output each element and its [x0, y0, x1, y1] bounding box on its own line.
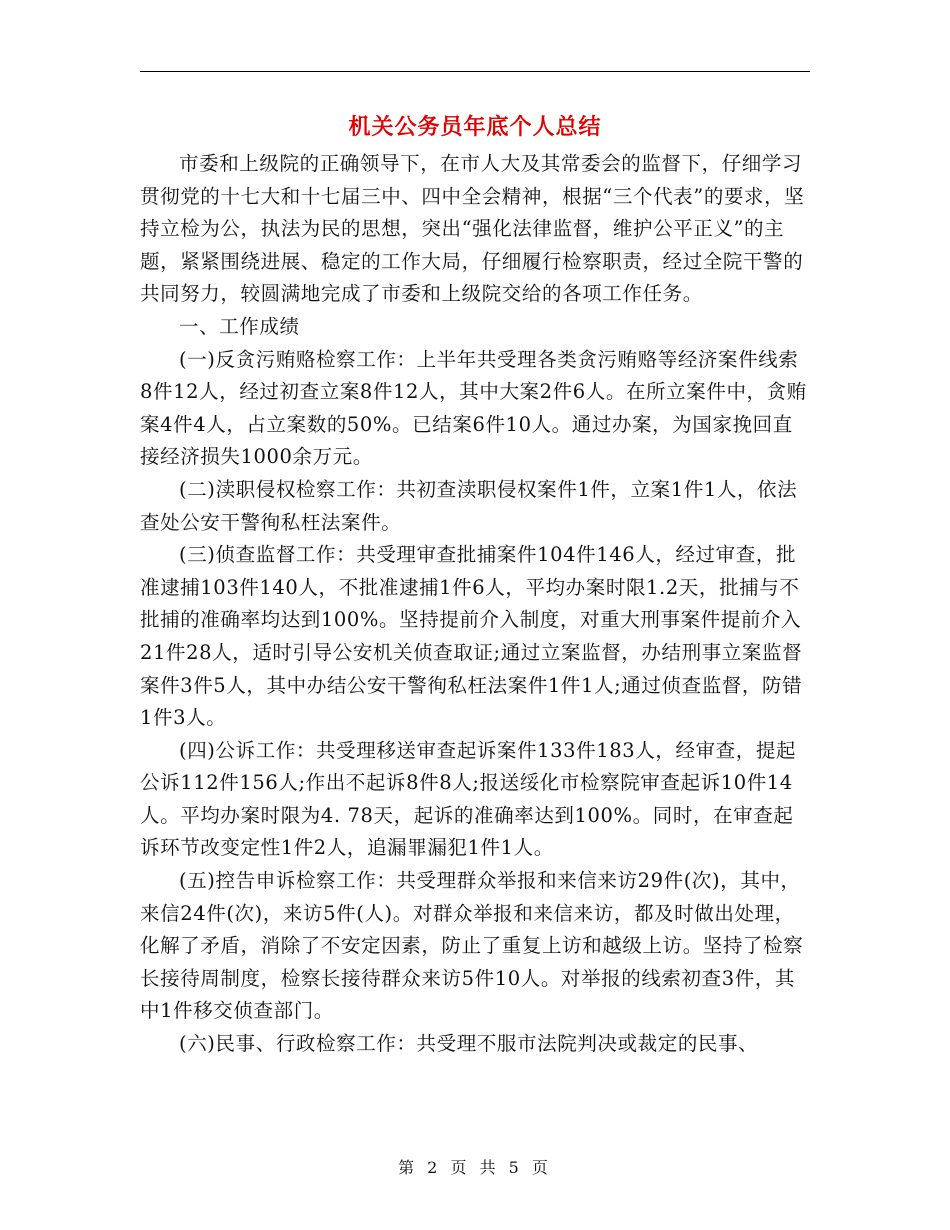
section-heading-achievements: 一、工作成绩: [179, 314, 300, 338]
paragraph-investigation-supervision: (三)侦查监督工作：共受理审查批捕案件104件146人，经过审查，批准逮捕103件140人，不批准逮捕1件6人，平均办案时限1.2天，批捕与不批捕的准确率均达到100%。坚持提前介入制度，对重大刑事案件提前介入21件28人，适时引导公安机关侦查取证;通过立案监督，办结刑事立案监督案件3件5人，其中办结公安干警徇私枉法案件1件1人;通过侦查监督，防错1件3人。: [140, 543, 803, 730]
paragraph-anti-corruption: (一)反贪污贿赂检察工作：上半年共受理各类贪污贿赂等经济案件线索8件12人，经过初查立案8件12人，其中大案2件6人。在所立案件中，贪贿案4件4人，占立案数的50%。已结案6件10人。通过办案，为国家挽回直接经济损失1000余万元。: [140, 347, 807, 469]
paragraph-intro: 市委和上级院的正确领导下，在市人大及其常委会的监督下，仔细学习贯彻党的十七大和十七届三中、四中全会精神，根据“三个代表”的要求，坚持立检为公，执法为民的思想，突出“强化法律监督，维护公平正义”的主题，紧紧围绕进展、稳定的工作大局，仔细履行检察职责，经过全院干警的共同努力，较圆满地完成了市委和上级院交给的各项工作任务。: [140, 152, 805, 306]
paragraph-prosecution: (四)公诉工作：共受理移送审查起诉案件133件183人，经审查，提起公诉112件156人;作出不起诉8件8人;报送绥化市检察院审查起诉10件14人。平均办案时限为4. 78天，起诉的准确率达到100%。同时，在审查起诉环节改变定性1件2人，追漏罪漏犯1件1人。: [140, 738, 797, 860]
page-footer: 第 2 页 共 5 页: [398, 1158, 552, 1177]
document-body: [140, 148, 810, 1061]
paragraph-complaints: (五)控告申诉检察工作：共受理群众举报和来信来访29件(次)，其中，来信24件(次)，来访5件(人)。对群众举报和来信来访，都及时做出处理，化解了矛盾，消除了不安定因素，防止了重复上访和越级上访。坚持了检察长接待周制度，检察长接待群众来访5件10人。对举报的线索初查3件，其中1件移交侦查部门。: [140, 869, 804, 1023]
header-rule: [140, 71, 810, 72]
document-title: 机关公务员年底个人总结: [348, 115, 602, 140]
paragraph-malfeasance: (二)渎职侵权检察工作：共初查渎职侵权案件1件，立案1件1人，依法查处公安干警徇私枉法案件。: [140, 477, 798, 534]
paragraph-civil-administrative: (六)民事、行政检察工作：共受理不服市法院判决或裁定的民事、: [179, 1032, 759, 1056]
